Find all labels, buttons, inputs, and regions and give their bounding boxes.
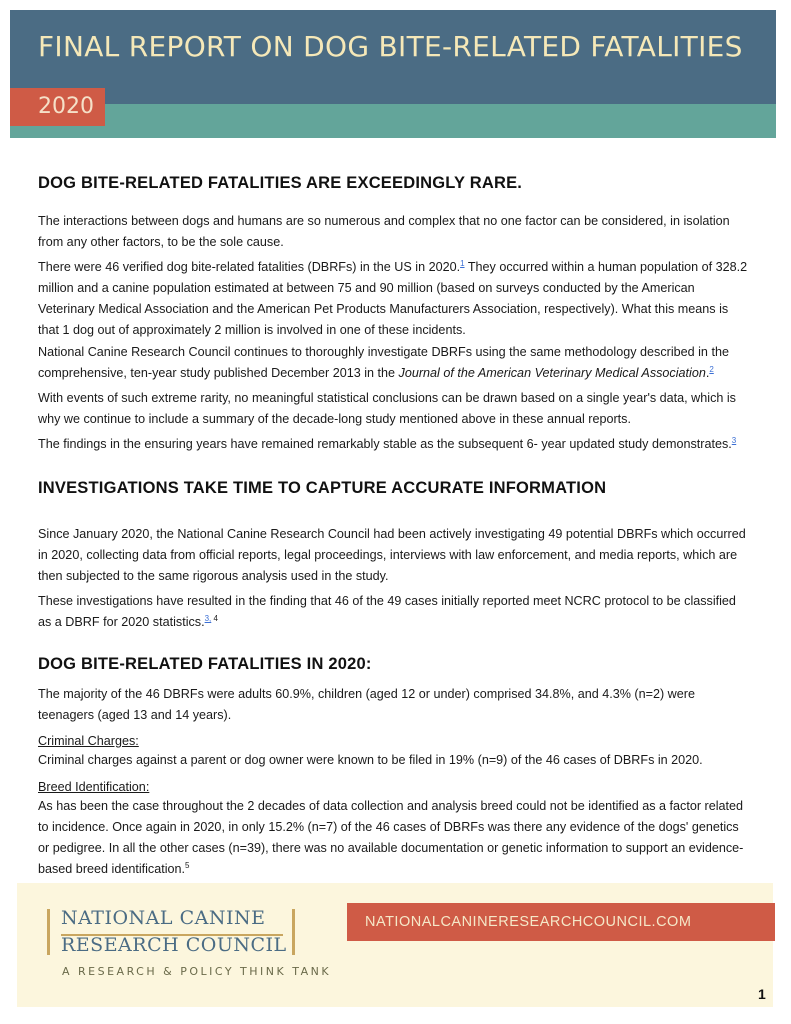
logo-bar-left	[47, 909, 50, 955]
paragraph-rarity: With events of such extreme rarity, no meaningful statistical conclusions can be drawn based on a single year's data, which is why we continue to include a summary of the decade-long study mentioned above in these annual reports.	[38, 391, 736, 426]
journal-name: Journal of the American Veterinary Medical Association	[398, 366, 706, 380]
footnote-ref-4: 4	[211, 613, 218, 623]
paragraph-text: The findings in the ensuring years have remained remarkably stable as the subsequent 6- year updated study demonstrates.	[38, 437, 732, 451]
paragraph-text: There were 46 verified dog bite-related fatalities (DBRFs) in the US in 2020.	[38, 260, 461, 274]
footer	[17, 883, 773, 1007]
criminal-charges-label: Criminal Charges:	[38, 734, 139, 748]
section-heading-investigations: INVESTIGATIONS TAKE TIME TO CAPTURE ACCURATE INFORMATION	[38, 479, 607, 497]
page-number: 1	[758, 986, 766, 1002]
paragraph-text: These investigations have resulted in the finding that 46 of the 49 cases initially reported meet NCRC protocol to be classified as a DBRF for 2020 statistics.	[38, 594, 736, 629]
paragraph-methodology	[38, 342, 752, 384]
section-heading-rare: DOG BITE-RELATED FATALITIES ARE EXCEEDINGLY RARE.	[38, 174, 523, 192]
breed-identification-text	[38, 796, 752, 880]
logo-bar-right	[292, 909, 295, 955]
paragraph-demographics: The majority of the 46 DBRFs were adults 60.9%, children (aged 12 or under) comprised 34.8%, and 4.3% (n=2) were teenagers (aged 13 and 14 years).	[38, 687, 695, 722]
footnote-link-3b[interactable]: 3,	[204, 613, 212, 623]
section-heading-2020: DOG BITE-RELATED FATALITIES IN 2020:	[38, 655, 372, 673]
breed-identification-label: Breed Identification:	[38, 780, 150, 794]
footnote-link-3[interactable]: 3	[731, 435, 737, 445]
paragraph-text: As has been the case throughout the 2 decades of data collection and analysis breed could not be identified as a factor related to incidence. Once again in 2020, in only 15.2% (n=7) of the 46 cases of DBRFs was there any evidence of the dogs' genetics or pedigree. In all the other cases (n=39), there was no available documentation or genetic information to support an evidence-based breed identification.	[38, 799, 744, 876]
logo-tagline: A RESEARCH & POLICY THINK TANK	[62, 965, 332, 978]
footnote-link-1[interactable]: 1	[460, 258, 465, 268]
paragraph-findings	[38, 434, 752, 455]
criminal-charges-text: Criminal charges against a parent or dog owner were known to be filed in 19% (n=9) of the 46 cases of DBRFs in 2020.	[38, 753, 703, 767]
ncrc-logo	[47, 907, 297, 959]
footnote-link-2[interactable]: 2	[709, 364, 714, 374]
paragraph-investigation-results	[38, 591, 752, 633]
website-link[interactable]: NATIONALCANINERESEARCHCOUNCIL.COM	[347, 903, 775, 941]
header-stripe	[10, 104, 776, 138]
paragraph-text: .	[705, 366, 710, 380]
report-title: FINAL REPORT ON DOG BITE-RELATED FATALITIES	[38, 30, 743, 63]
paragraph-verified-fatalities	[38, 257, 752, 341]
logo-line-2: RESEARCH COUNCIL	[61, 934, 287, 956]
paragraph-text: National Canine Research Council continues to thoroughly investigate DBRFs using the same methodology described in the comprehensive, ten-year study published December 2013 in the	[38, 345, 729, 380]
paragraph-investigation-period: Since January 2020, the National Canine Research Council had been actively investigating 49 potential DBRFs which occurred in 2020, collecting data from official reports, legal proceedings, interviews with law enforcement, and media reports, which are then subjected to the same rigorous analysis used in the study.	[38, 527, 746, 583]
logo-line-1: NATIONAL CANINE	[61, 907, 266, 929]
footnote-ref-5: 5	[185, 860, 190, 870]
year-badge: 2020	[10, 88, 105, 126]
paragraph-text: They occurred within a human population of 328.2 million and a canine population estimated at between 75 and 90 million (based on surveys conducted by the American Veterinary Medical Association and the American Pet Products Manufacturers Association, respectively). What this means is that 1 dog out of approximately 2 million is involved in one of these incidents.	[38, 260, 748, 337]
paragraph-interactions: The interactions between dogs and humans are so numerous and complex that no one factor can be considered, in isolation from any other factors, to be the sole cause.	[38, 214, 730, 249]
